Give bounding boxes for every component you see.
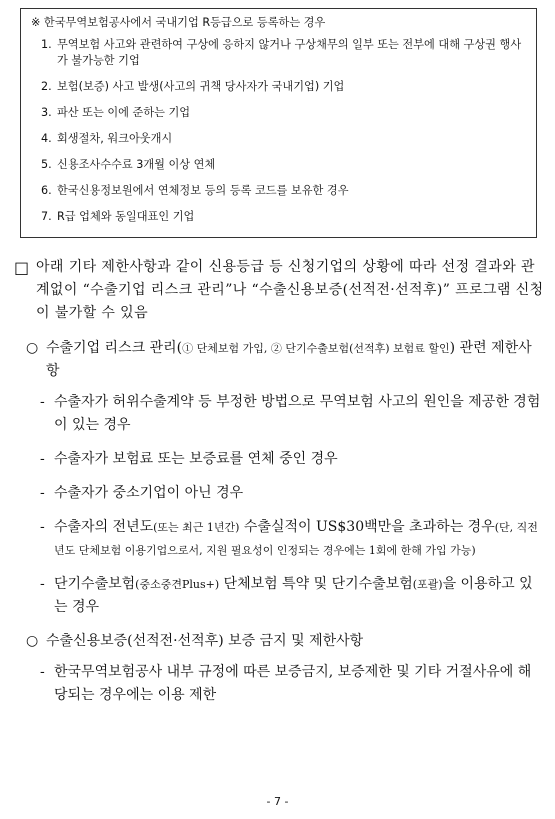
restrictions-section [14,256,544,718]
list-item [41,105,526,121]
item-text: R급 업체와 동일대표인 기업 [57,210,195,223]
page-number: - 7 - [266,795,289,808]
item-text: 보험(보증) 사고 발생(사고의 귀책 당사자가 국내기업) 기업 [57,80,345,93]
item-number: 5. [41,158,52,171]
restriction-item [40,516,544,562]
restriction-text: 수출자가 허위수출계약 등 부정한 방법으로 무역보험 사고의 원인을 제공한 경험이 있는 경우 [54,394,541,433]
dash-bullet: - [40,485,45,501]
section-heading-text: 수출신용보증(선적전·선적후) 보증 금지 및 제한사항 [46,633,364,649]
section-heading-risk-management [26,337,544,383]
dash-bullet: - [40,451,45,467]
restriction-text: 수출자가 중소기업이 아닌 경우 [54,485,244,501]
list-item [41,131,526,147]
restriction-text: 수출자가 보험료 또는 보증료를 연체 중인 경우 [54,451,338,467]
item-number: 6. [41,184,52,197]
square-bullet-icon: □ [14,258,30,277]
circle-bullet-icon: ○ [26,340,39,356]
r-grade-criteria-list [31,37,526,225]
item-number: 4. [41,132,52,145]
item-text: 한국신용정보원에서 연체정보 등의 등록 코드를 보유한 경우 [57,184,349,197]
item-text: 파산 또는 이에 준하는 기업 [57,106,191,119]
dash-bullet: - [40,519,45,535]
dash-bullet: - [40,664,45,680]
list-item [41,37,526,69]
item-number: 7. [41,210,52,223]
item-number: 3. [41,106,52,119]
intro-paragraph [14,256,544,325]
item-text: 무역보험 사고와 관련하여 구상에 응하지 않거나 구상채무의 일부 또는 전부에 대해 구상권 행사가 불가능한 기업 [57,38,522,67]
list-item [41,157,526,173]
restriction-item [40,482,544,505]
restriction-item [40,573,544,619]
item-text: 신용조사수수료 3개월 이상 연체 [57,158,216,171]
list-item [41,183,526,199]
item-text: 회생절차, 워크아웃개시 [57,132,173,145]
notice-box-title: ※ 한국무역보험공사에서 국내기업 R등급으로 등록하는 경우 [31,16,326,29]
dash-bullet: - [40,394,45,410]
r-grade-notice-box [20,8,537,238]
list-item [41,79,526,95]
list-item [41,209,526,225]
restriction-item [40,391,544,437]
restriction-item [40,661,544,707]
restriction-text: 수출자의 전년도(또는 최근 1년간) 수출실적이 US$30백만을 초과하는 경우(단, 직전년도 단체보험 이용기업으로서, 지원 필요성이 인정되는 경우에는 1회에 한해 가입 가능) [54,519,538,557]
intro-text: 아래 기타 제한사항과 같이 신용등급 등 신청기업의 상황에 따라 선정 결과와 관계없이 “수출기업 리스크 관리”나 “수출신용보증(선적전·선적후)” 프로그램 신청이 불가할 수 있음 [36,259,544,321]
dash-bullet: - [40,576,45,592]
circle-bullet-icon: ○ [26,633,39,649]
item-number: 2. [41,80,52,93]
item-number: 1. [41,38,52,51]
section-heading-credit-guarantee [26,630,544,653]
restriction-item [40,448,544,471]
section-heading-text: 수출기업 리스크 관리(① 단체보험 가입, ② 단기수출보험(선적후) 보험료 할인) 관련 제한사항 [46,340,532,379]
restriction-text: 한국무역보험공사 내부 규정에 따른 보증금지, 보증제한 및 기타 거절사유에 해당되는 경우에는 이용 제한 [54,664,532,703]
restriction-text: 단기수출보험(중소중견Plus+) 단체보험 특약 및 단기수출보험(포괄)을 이용하고 있는 경우 [54,576,533,615]
